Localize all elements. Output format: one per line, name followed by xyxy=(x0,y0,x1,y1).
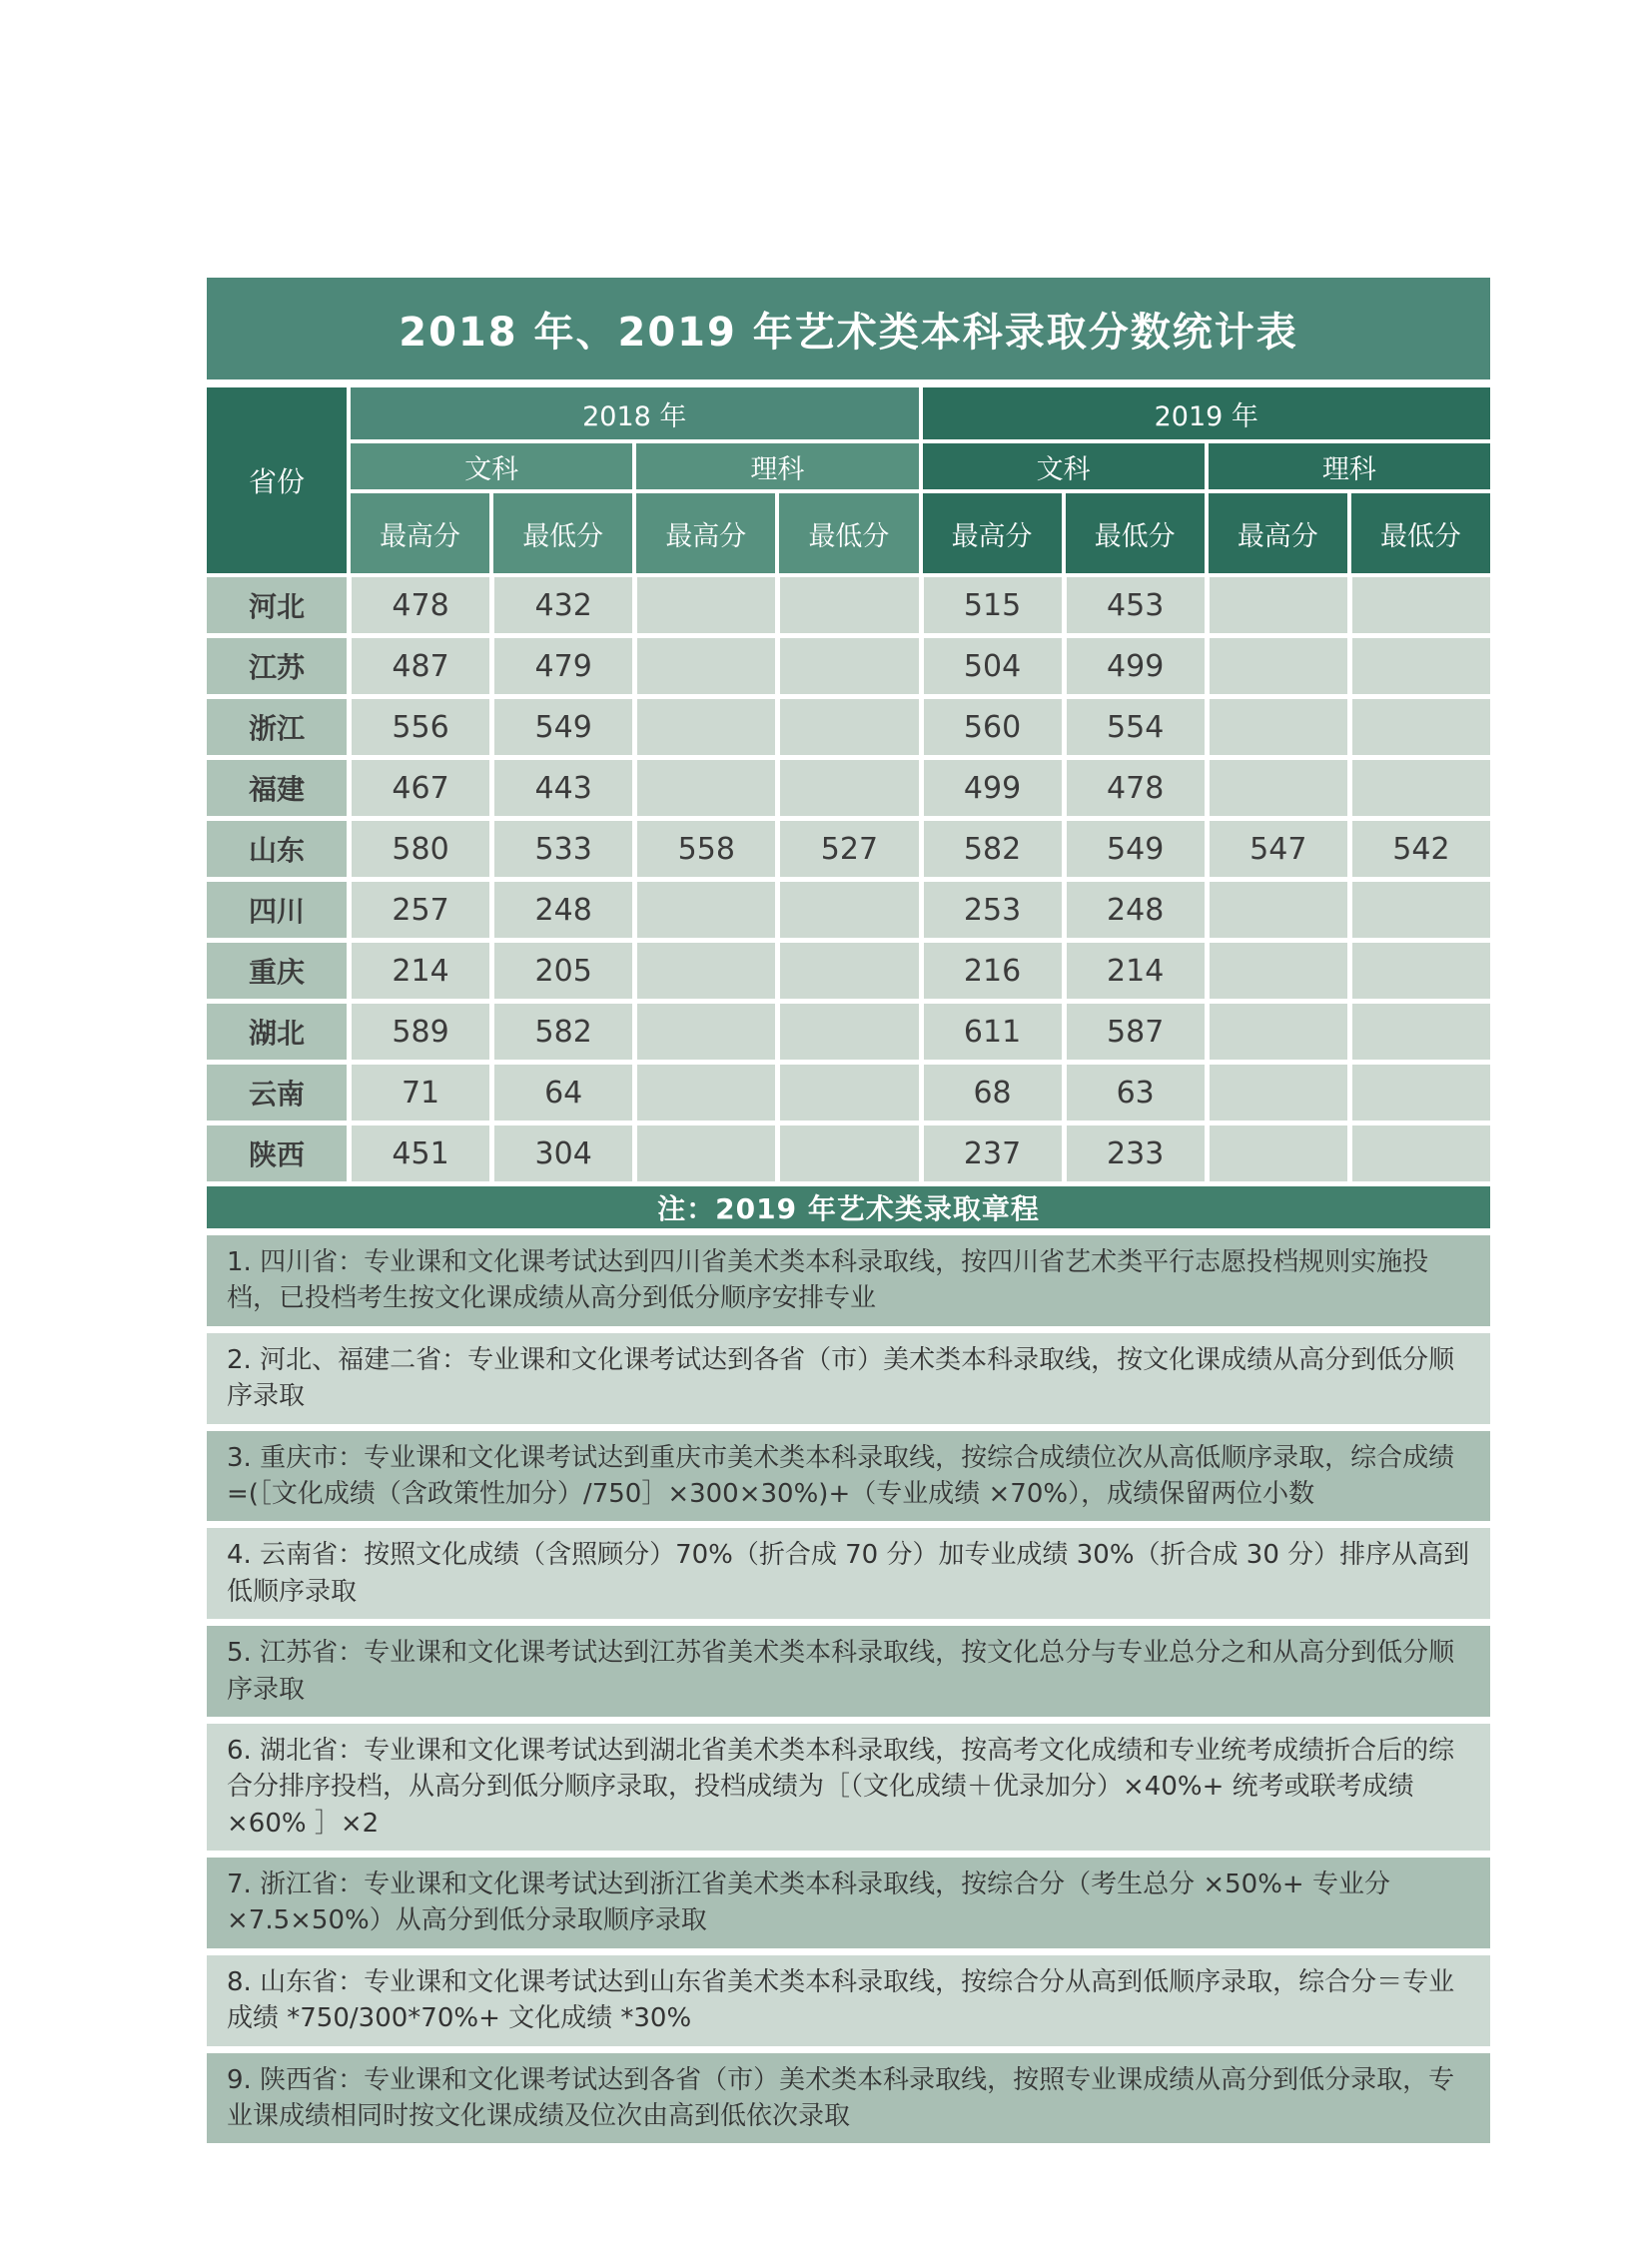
subject-header-2018-arts: 文科 xyxy=(351,443,632,489)
score-grid xyxy=(207,577,1490,1181)
score-cell: 611 xyxy=(924,1004,1062,1060)
score-cell: 580 xyxy=(352,821,489,877)
score-table-sheet xyxy=(207,278,1490,2143)
note-item: 1. 四川省：专业课和文化课考试达到四川省美术类本科录取线，按四川省艺术类平行志愿投档规则实施投档，已投档考生按文化课成绩从高分到低分顺序安排专业 xyxy=(207,1235,1490,1326)
score-cell xyxy=(637,1125,775,1181)
score-cell: 533 xyxy=(494,821,632,877)
score-cell: 558 xyxy=(637,821,775,877)
score-cell xyxy=(780,638,918,694)
province-header-cell: 省份 xyxy=(207,387,347,573)
year-2018-header-cell: 2018 年 xyxy=(351,387,919,439)
score-cell: 257 xyxy=(352,882,489,938)
score-cell xyxy=(780,760,918,816)
province-cell: 江苏 xyxy=(207,638,347,694)
province-cell: 陕西 xyxy=(207,1125,347,1181)
score-cell: 549 xyxy=(494,699,632,755)
notes-list xyxy=(207,1235,1490,2143)
score-cell xyxy=(1210,882,1347,938)
score-cell xyxy=(637,943,775,999)
score-cell: 487 xyxy=(352,638,489,694)
score-cell: 589 xyxy=(352,1004,489,1060)
score-header-min: 最低分 xyxy=(493,493,632,573)
score-cell: 216 xyxy=(924,943,1062,999)
score-header-max: 最高分 xyxy=(636,493,775,573)
score-cell xyxy=(1210,1065,1347,1121)
score-cell xyxy=(637,1065,775,1121)
score-cell: 547 xyxy=(1210,821,1347,877)
score-cell: 478 xyxy=(1067,760,1205,816)
score-header-min: 最低分 xyxy=(1066,493,1205,573)
score-cell xyxy=(637,577,775,633)
score-cell: 64 xyxy=(494,1065,632,1121)
score-cell: 68 xyxy=(924,1065,1062,1121)
province-cell: 云南 xyxy=(207,1065,347,1121)
score-cell: 451 xyxy=(352,1125,489,1181)
score-cell xyxy=(637,760,775,816)
note-item: 2. 河北、福建二省：专业课和文化课考试达到各省（市）美术类本科录取线，按文化课成绩从高分到低分顺序录取 xyxy=(207,1333,1490,1424)
score-cell: 248 xyxy=(494,882,632,938)
score-cell: 549 xyxy=(1067,821,1205,877)
score-cell xyxy=(1352,577,1490,633)
score-cell xyxy=(780,943,918,999)
note-item: 6. 湖北省：专业课和文化课考试达到湖北省美术类本科录取线，按高考文化成绩和专业统考成绩折合后的综合分排序投档，从高分到低分顺序录取，投档成绩为［（文化成绩＋优录加分）×40%+ 统考或联考成绩 ×60% ］×2 xyxy=(207,1724,1490,1851)
score-cell: 63 xyxy=(1067,1065,1205,1121)
note-item: 3. 重庆市：专业课和文化课考试达到重庆市美术类本科录取线，按综合成绩位次从高低顺序录取，综合成绩 =(［文化成绩（含政策性加分）/750］×300×30%)+（专业成绩 ×70%），成绩保留两位小数 xyxy=(207,1431,1490,1522)
province-cell: 山东 xyxy=(207,821,347,877)
score-cell xyxy=(1210,943,1347,999)
score-cell: 582 xyxy=(494,1004,632,1060)
score-cell xyxy=(1210,1125,1347,1181)
score-cell xyxy=(1210,760,1347,816)
score-cell: 304 xyxy=(494,1125,632,1181)
score-header-min: 最低分 xyxy=(779,493,918,573)
score-cell: 205 xyxy=(494,943,632,999)
score-header-max: 最高分 xyxy=(351,493,489,573)
score-cell: 214 xyxy=(1067,943,1205,999)
score-cell: 560 xyxy=(924,699,1062,755)
score-cell xyxy=(780,1004,918,1060)
province-cell: 河北 xyxy=(207,577,347,633)
score-cell: 71 xyxy=(352,1065,489,1121)
year-2019-header-cell: 2019 年 xyxy=(923,387,1491,439)
subject-header-2019-science: 理科 xyxy=(1209,443,1490,489)
province-cell: 重庆 xyxy=(207,943,347,999)
score-cell: 479 xyxy=(494,638,632,694)
score-cell: 237 xyxy=(924,1125,1062,1181)
score-cell xyxy=(1352,1004,1490,1060)
table-header xyxy=(207,387,1490,573)
notes-header-bar: 注：2019 年艺术类录取章程 xyxy=(207,1186,1490,1228)
score-cell: 443 xyxy=(494,760,632,816)
score-cell xyxy=(780,577,918,633)
score-cell xyxy=(637,1004,775,1060)
province-cell: 福建 xyxy=(207,760,347,816)
score-cell: 432 xyxy=(494,577,632,633)
score-cell xyxy=(1352,943,1490,999)
score-header-max: 最高分 xyxy=(923,493,1062,573)
province-cell: 湖北 xyxy=(207,1004,347,1060)
subject-header-2018-science: 理科 xyxy=(636,443,918,489)
score-cell xyxy=(1352,699,1490,755)
score-cell: 248 xyxy=(1067,882,1205,938)
score-cell xyxy=(780,1125,918,1181)
score-cell: 478 xyxy=(352,577,489,633)
note-item: 4. 云南省：按照文化成绩（含照顾分）70%（折合成 70 分）加专业成绩 30%（折合成 30 分）排序从高到低顺序录取 xyxy=(207,1528,1490,1619)
score-cell xyxy=(637,882,775,938)
score-cell xyxy=(1352,760,1490,816)
score-cell xyxy=(1210,699,1347,755)
score-header-max: 最高分 xyxy=(1209,493,1347,573)
score-cell: 527 xyxy=(780,821,918,877)
score-cell: 499 xyxy=(924,760,1062,816)
score-cell: 582 xyxy=(924,821,1062,877)
province-cell: 四川 xyxy=(207,882,347,938)
score-cell: 542 xyxy=(1352,821,1490,877)
note-item: 8. 山东省：专业课和文化课考试达到山东省美术类本科录取线，按综合分从高到低顺序录取，综合分＝专业成绩 *750/300*70%+ 文化成绩 *30% xyxy=(207,1955,1490,2046)
score-cell xyxy=(1210,638,1347,694)
score-cell: 504 xyxy=(924,638,1062,694)
note-item: 5. 江苏省：专业课和文化课考试达到江苏省美术类本科录取线，按文化总分与专业总分之和从高分到低分顺序录取 xyxy=(207,1626,1490,1717)
score-cell xyxy=(1210,1004,1347,1060)
score-cell xyxy=(780,882,918,938)
province-cell: 浙江 xyxy=(207,699,347,755)
score-header-min: 最低分 xyxy=(1351,493,1490,573)
score-cell xyxy=(1210,577,1347,633)
subject-header-2019-arts: 文科 xyxy=(923,443,1205,489)
score-cell xyxy=(1352,882,1490,938)
score-cell: 453 xyxy=(1067,577,1205,633)
score-cell xyxy=(1352,1125,1490,1181)
score-cell: 515 xyxy=(924,577,1062,633)
note-item: 7. 浙江省：专业课和文化课考试达到浙江省美术类本科录取线，按综合分（考生总分 ×50%+ 专业分 ×7.5×50%）从高分到低分录取顺序录取 xyxy=(207,1858,1490,1948)
note-item: 9. 陕西省：专业课和文化课考试达到各省（市）美术类本科录取线，按照专业课成绩从高分到低分录取，专业课成绩相同时按文化课成绩及位次由高到低依次录取 xyxy=(207,2053,1490,2144)
score-cell xyxy=(637,638,775,694)
score-cell xyxy=(1352,1065,1490,1121)
score-cell xyxy=(1352,638,1490,694)
score-cell: 556 xyxy=(352,699,489,755)
score-cell: 467 xyxy=(352,760,489,816)
score-cell: 499 xyxy=(1067,638,1205,694)
score-cell xyxy=(637,699,775,755)
score-cell: 587 xyxy=(1067,1004,1205,1060)
table-title: 2018 年、2019 年艺术类本科录取分数统计表 xyxy=(207,278,1490,379)
score-cell xyxy=(780,699,918,755)
score-cell: 233 xyxy=(1067,1125,1205,1181)
score-cell: 554 xyxy=(1067,699,1205,755)
score-cell: 253 xyxy=(924,882,1062,938)
score-cell xyxy=(780,1065,918,1121)
score-cell: 214 xyxy=(352,943,489,999)
